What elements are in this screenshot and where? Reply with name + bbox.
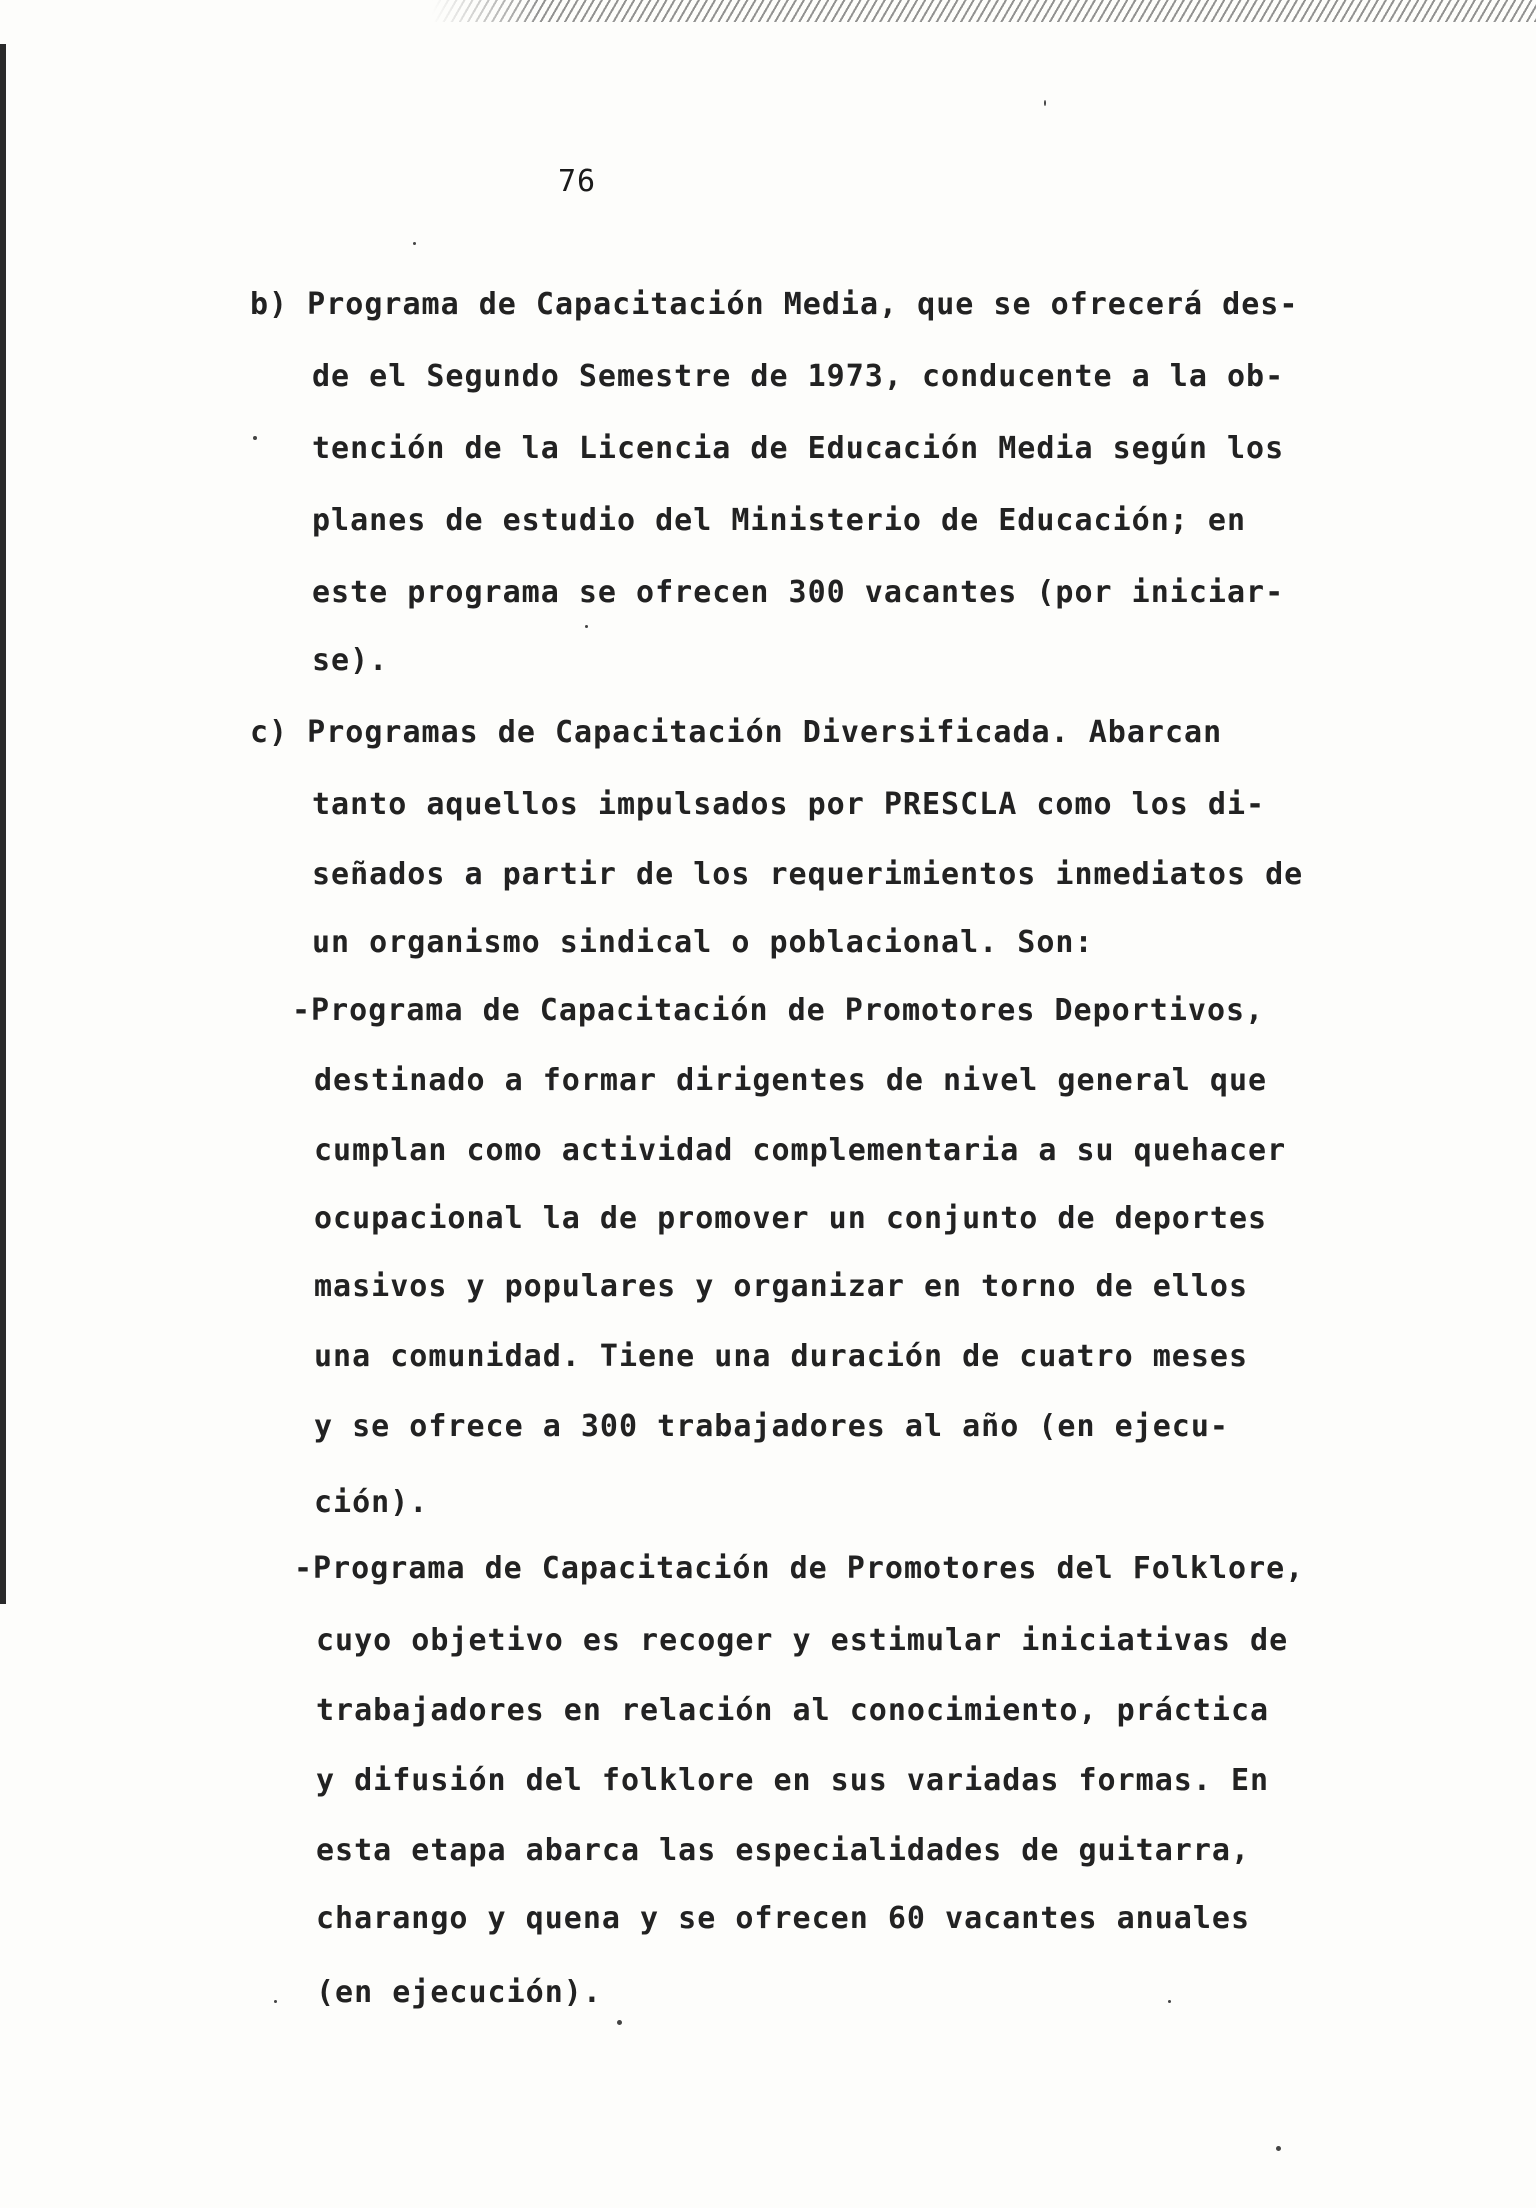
- section-c-line-4: un organismo sindical o poblacional. Son:: [312, 925, 1094, 960]
- section-b-line-2: de el Segundo Semestre de 1973, conducente a la ob-: [312, 359, 1285, 394]
- scan-speck: [1044, 100, 1046, 106]
- item-folklore-line-6: charango y quena y se ofrecen 60 vacantes anuales: [316, 1901, 1251, 1936]
- item-deportivos-line-5: masivos y populares y organizar en torno de ellos: [314, 1269, 1249, 1304]
- item-folklore-line-5: esta etapa abarca las especialidades de guitarra,: [316, 1833, 1251, 1868]
- item-deportivos-line-6: una comunidad. Tiene una duración de cuatro meses: [314, 1339, 1249, 1374]
- item-deportivos-line-3: cumplan como actividad complementaria a su quehacer: [314, 1133, 1287, 1168]
- item-deportivos-line-4: ocupacional la de promover un conjunto de deportes: [314, 1201, 1268, 1236]
- scan-speck: [253, 436, 257, 440]
- section-c-line-3: señados a partir de los requerimientos inmediatos de: [312, 857, 1304, 892]
- scan-edge-fade: [0, 0, 540, 22]
- scan-left-border: [0, 44, 6, 1604]
- section-b-line-1: b) Programa de Capacitación Media, que se ofrecerá des-: [250, 287, 1299, 322]
- section-c-line-2: tanto aquellos impulsados por PRESCLA como los di-: [312, 787, 1266, 822]
- section-b-line-6: se).: [312, 643, 389, 678]
- page-number: 76: [558, 164, 597, 199]
- item-folklore-line-7: (en ejecución).: [316, 1975, 602, 2010]
- scan-speck: [1168, 2000, 1171, 2003]
- scan-speck: [274, 2000, 277, 2003]
- item-deportivos-line-8: ción).: [314, 1485, 429, 1520]
- section-c-line-1: c) Programas de Capacitación Diversificada. Abarcan: [250, 715, 1223, 750]
- scan-speck: [413, 242, 416, 245]
- scan-speck: [1276, 2146, 1281, 2151]
- section-b-line-4: planes de estudio del Ministerio de Educación; en: [312, 503, 1247, 538]
- item-folklore-line-4: y difusión del folklore en sus variadas formas. En: [316, 1763, 1270, 1798]
- item-deportivos-line-2: destinado a formar dirigentes de nivel general que: [314, 1063, 1268, 1098]
- scan-speck: [617, 2020, 622, 2025]
- item-folklore-line-3: trabajadores en relación al conocimiento, práctica: [316, 1693, 1270, 1728]
- scan-speck: [585, 625, 588, 628]
- section-b-line-5: este programa se ofrecen 300 vacantes (por iniciar-: [312, 575, 1285, 610]
- item-deportivos-line-1: -Programa de Capacitación de Promotores Deportivos,: [292, 993, 1265, 1028]
- item-deportivos-line-7: y se ofrece a 300 trabajadores al año (en ejecu-: [314, 1409, 1229, 1444]
- section-b-line-3: tención de la Licencia de Educación Media según los: [312, 431, 1285, 466]
- item-folklore-line-1: -Programa de Capacitación de Promotores del Folklore,: [294, 1551, 1305, 1586]
- item-folklore-line-2: cuyo objetivo es recoger y estimular iniciativas de: [316, 1623, 1289, 1658]
